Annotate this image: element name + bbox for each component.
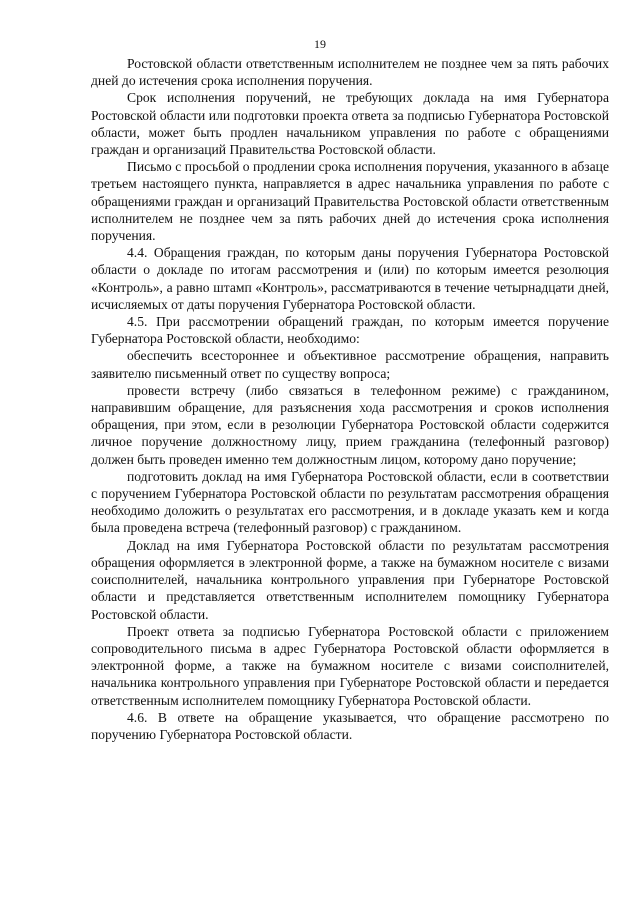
paragraph-4-6: 4.6. В ответе на обращение указывается, что обращение рассмотрено по поручению Губернатора Ростовской области. <box>91 709 609 742</box>
paragraph-draft-response: Проект ответа за подписью Губернатора Ростовской области с приложением сопроводительного письма в адрес Губернатора Ростовской области оформляется в электронной форме, а также на бумажном носителе с визами соисполнителей, начальника контрольного управления при Губернаторе Ростовской области и передается ответственным исполнителем помощнику Губернатора Ростовской области. <box>91 623 609 708</box>
paragraph-report-form: Доклад на имя Губернатора Ростовской области по результатам рассмотрения обращения оформляется в электронной форме, а также на бумажном носителе с визами соисполнителей, начальника контрольного управления при Губернаторе Ростовской области и представляется ответственным исполнителем помощнику Губернатора Ростовской области. <box>91 537 609 622</box>
page-number: 19 <box>314 37 326 51</box>
paragraph-4-5: 4.5. При рассмотрении обращений граждан, по которым имеется поручение Губернатора Ростовской области, необходимо: <box>91 314 609 347</box>
paragraph-ensure-review: обеспечить всестороннее и объективное рассмотрение обращения, направить заявителю письменный ответ по существу вопроса; <box>91 348 609 381</box>
paragraph-hold-meeting: провести встречу (либо связаться в телефонном режиме) с гражданином, направившим обращение, для разъяснения хода рассмотрения и сроков исполнения обращения, при этом, если в резолюции Губернатора Ростовской области содержится личное поручение должностному лицу, прием гражданина (телефонный разговор) должен быть проведен именно тем должностным лицом, которому дано поручение; <box>91 382 609 467</box>
paragraph-extension-term: Срок исполнения поручений, не требующих доклада на имя Губернатора Ростовской области или подготовки проекта ответа за подписью Губернатора Ростовской области, может быть продлен начальником управления по работе с обращениями граждан и организаций Правительства Ростовской области. <box>91 90 609 158</box>
paragraph-continuation: Ростовской области ответственным исполнителем не позднее чем за пять рабочих дней до истечения срока исполнения поручения. <box>91 56 609 89</box>
document-body <box>91 55 609 743</box>
paragraph-4-4: 4.4. Обращения граждан, по которым даны поручения Губернатора Ростовской области о докладе по итогам рассмотрения и (или) по которым имеется резолюция «Контроль», а равно штамп «Контроль», рассматриваются в течение четырнадцати дней, исчисляемых от даты поручения Губернатора Ростовской области. <box>91 245 609 312</box>
paragraph-extension-letter: Письмо с просьбой о продлении срока исполнения поручения, указанного в абзаце третьем настоящего пункта, направляется в адрес начальника управления по работе с обращениями граждан и организаций Правительства Ростовской области ответственным исполнителем не позднее чем за пять рабочих дней до истечения срока исполнения поручения. <box>91 159 609 244</box>
paragraph-prepare-report: подготовить доклад на имя Губернатора Ростовской области, если в соответствии с поручением Губернатора Ростовской области по результатам рассмотрения обращения необходимо доложить о результатах его рассмотрения, и в докладе указать кем и когда была проведена встреча (телефонный разговор) с гражданином. <box>91 468 609 536</box>
